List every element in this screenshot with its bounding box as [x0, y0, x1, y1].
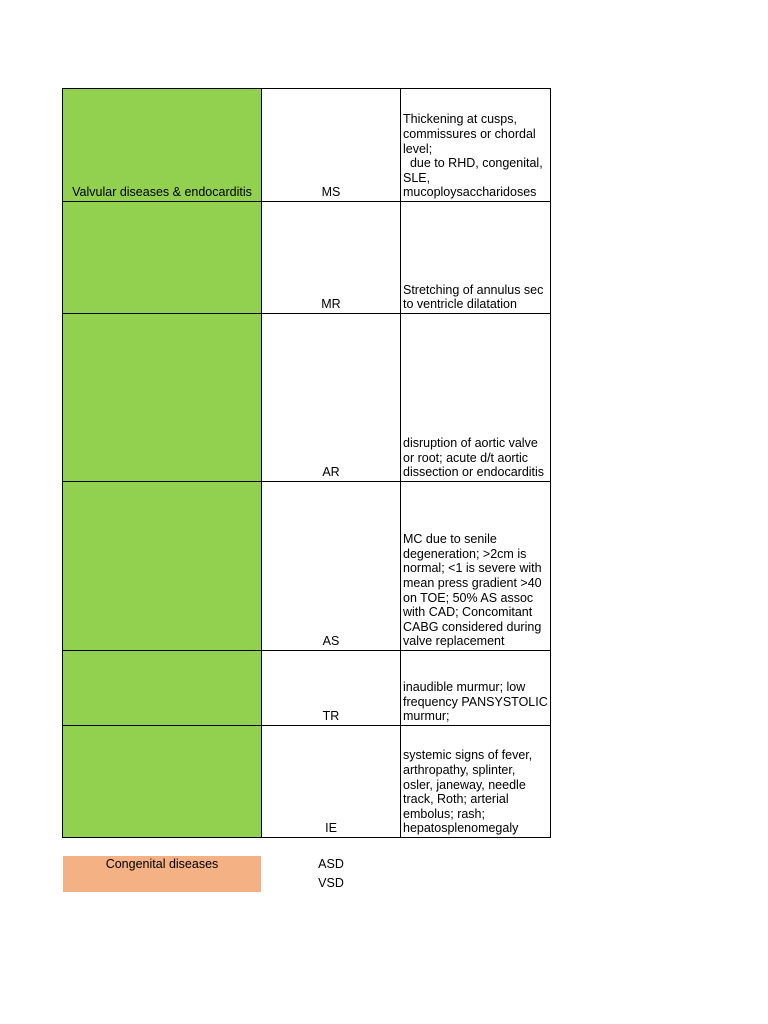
congenital-item-vsd[interactable]: VSD — [318, 876, 344, 890]
table-row — [63, 314, 551, 482]
description-line: level; — [403, 141, 433, 156]
description-line: CABG considered during — [403, 619, 542, 634]
disease-table — [62, 88, 551, 838]
description-line: embolus; rash; — [403, 806, 485, 821]
description-line: SLE, — [403, 170, 431, 185]
category-cell[interactable] — [63, 651, 262, 726]
abbreviation-cell[interactable] — [262, 651, 401, 726]
description-line: arthropathy, splinter, — [403, 763, 516, 778]
category-label: Valvular diseases & endocarditis — [72, 185, 252, 200]
abbreviation-label: TR — [322, 709, 340, 724]
description-line: or root; acute d/t aortic — [403, 450, 529, 465]
table-row — [63, 651, 551, 726]
description-cell[interactable] — [401, 202, 551, 314]
abbreviation-label: MS — [321, 185, 341, 200]
congenital-category-label: Congenital diseases — [105, 857, 219, 871]
abbreviation-cell[interactable] — [262, 202, 401, 314]
description-line: valve replacement — [403, 634, 505, 649]
description-line: degeneration; >2cm is — [403, 546, 527, 561]
abbreviation-cell[interactable] — [262, 314, 401, 482]
description-line: normal; <1 is severe with — [403, 561, 542, 576]
description-line: hepatosplenomegaly — [403, 821, 519, 836]
description-line: Stretching of annulus sec — [403, 282, 544, 297]
abbreviation-label: IE — [325, 821, 337, 836]
description-line: mucoploysaccharidoses — [403, 185, 537, 200]
description-line: systemic signs of fever, — [403, 748, 533, 763]
description-line: disruption of aortic valve — [403, 436, 538, 451]
description-cell[interactable] — [401, 314, 551, 482]
table-row — [63, 726, 551, 838]
description-line: to ventricle dilatation — [403, 297, 517, 312]
description-line: track, Roth; arterial — [403, 792, 509, 807]
category-cell[interactable] — [63, 202, 262, 314]
category-cell[interactable] — [63, 89, 262, 202]
table-row — [63, 482, 551, 651]
abbreviation-cell[interactable] — [262, 726, 401, 838]
description-line: mean press gradient >40 — [403, 576, 542, 591]
category-cell[interactable] — [63, 726, 262, 838]
abbreviation-cell[interactable] — [262, 89, 401, 202]
description-line: MC due to senile — [403, 532, 497, 547]
description-cell[interactable] — [401, 726, 551, 838]
abbreviation-cell[interactable] — [262, 482, 401, 651]
table-row — [63, 89, 551, 202]
congenital-item-asd[interactable]: ASD — [318, 857, 344, 871]
description-line: osler, janeway, needle — [403, 777, 526, 792]
congenital-category-cell[interactable] — [63, 856, 261, 892]
table-row — [63, 202, 551, 314]
description-line: frequency PANSYSTOLIC — [403, 694, 548, 709]
description-line: with CAD; Concomitant — [403, 605, 533, 620]
description-line: Thickening at cusps, — [403, 112, 517, 127]
abbreviation-label: MR — [321, 297, 341, 312]
description-line: inaudible murmur; low — [403, 680, 526, 695]
description-cell[interactable] — [401, 482, 551, 651]
description-line: commissures or chordal — [403, 127, 536, 142]
category-cell[interactable] — [63, 482, 262, 651]
abbreviation-label: AR — [322, 465, 340, 480]
description-cell[interactable] — [401, 89, 551, 202]
description-cell[interactable] — [401, 651, 551, 726]
description-line: murmur; — [403, 709, 450, 724]
description-line: dissection or endocarditis — [403, 465, 545, 480]
category-cell[interactable] — [63, 314, 262, 482]
abbreviation-label: AS — [322, 634, 340, 649]
description-line: on TOE; 50% AS assoc — [403, 590, 534, 605]
description-line: due to RHD, congenital, — [403, 156, 543, 171]
